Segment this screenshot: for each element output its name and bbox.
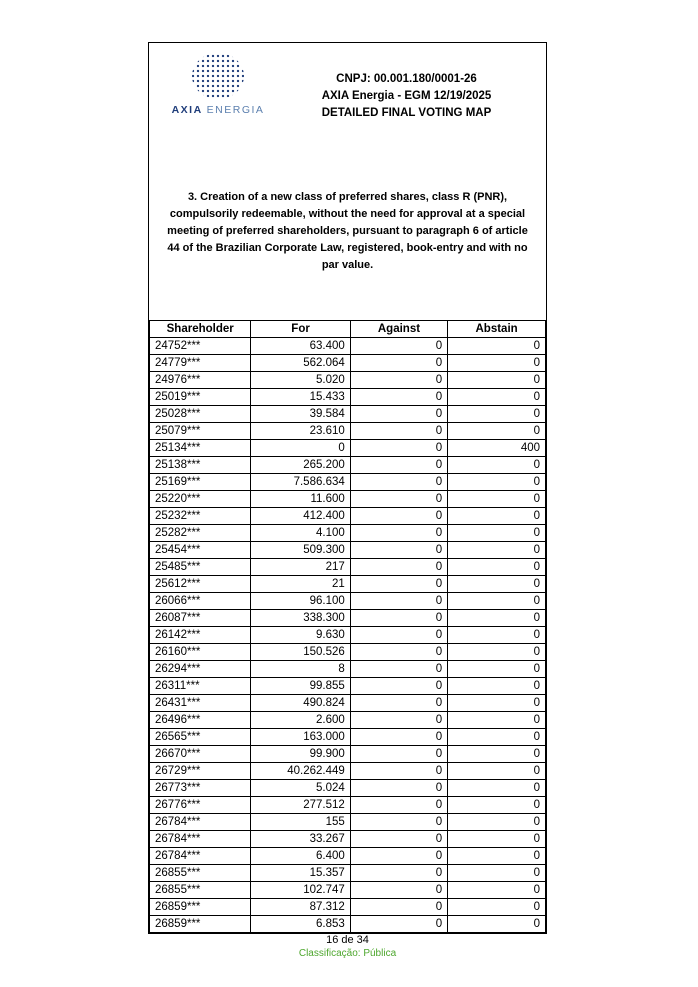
shareholder-cell: 26066***: [150, 593, 251, 610]
col-header-abstain: Abstain: [448, 321, 546, 338]
shareholder-cell: 26670***: [150, 746, 251, 763]
agenda-item-text: 3. Creation of a new class of preferred shares, class R (PNR), compulsorily redeemable, without the need for approval at a special meeting of preferred shareholders, pursuant to paragraph 6 of article 44 of the Brazilian Corporate Law, registered, book-entry and with no par value.: [167, 191, 528, 271]
col-header-shareholder: Shareholder: [150, 321, 251, 338]
vote-value-cell: 0: [448, 814, 546, 831]
table-row: [150, 491, 546, 508]
page-footer: [148, 934, 547, 959]
table-row: [150, 644, 546, 661]
table-row: [150, 729, 546, 746]
vote-value-cell: 0: [350, 780, 447, 797]
voting-table: [149, 320, 546, 933]
vote-value-cell: 412.400: [251, 508, 350, 525]
vote-value-cell: 0: [448, 627, 546, 644]
vote-value-cell: 0: [350, 746, 447, 763]
vote-value-cell: 0: [448, 457, 546, 474]
table-row: [150, 780, 546, 797]
vote-value-cell: 11.600: [251, 491, 350, 508]
voting-table-body: [150, 338, 546, 933]
vote-value-cell: 99.900: [251, 746, 350, 763]
table-row: [150, 440, 546, 457]
vote-value-cell: 4.100: [251, 525, 350, 542]
vote-value-cell: 15.433: [251, 389, 350, 406]
shareholder-cell: 26773***: [150, 780, 251, 797]
document-header: [149, 43, 546, 131]
vote-value-cell: 0: [350, 457, 447, 474]
vote-value-cell: 0: [448, 865, 546, 882]
shareholder-cell: 26859***: [150, 916, 251, 933]
vote-value-cell: 0: [350, 916, 447, 933]
shareholder-cell: 26565***: [150, 729, 251, 746]
vote-value-cell: 163.000: [251, 729, 350, 746]
table-row: [150, 576, 546, 593]
col-header-for: For: [251, 321, 350, 338]
vote-value-cell: 0: [448, 848, 546, 865]
page-number: 16 de 34: [326, 934, 369, 946]
vote-value-cell: 562.064: [251, 355, 350, 372]
table-header-row: [150, 321, 546, 338]
vote-value-cell: 5.024: [251, 780, 350, 797]
vote-value-cell: 400: [448, 440, 546, 457]
vote-value-cell: 0: [448, 644, 546, 661]
table-row: [150, 423, 546, 440]
vote-value-cell: 0: [448, 831, 546, 848]
shareholder-cell: 25282***: [150, 525, 251, 542]
vote-value-cell: 0: [448, 678, 546, 695]
vote-value-cell: 0: [448, 559, 546, 576]
vote-value-cell: 0: [448, 729, 546, 746]
shareholder-cell: 25138***: [150, 457, 251, 474]
table-row: [150, 865, 546, 882]
vote-value-cell: 0: [350, 695, 447, 712]
vote-value-cell: 217: [251, 559, 350, 576]
table-row: [150, 559, 546, 576]
shareholder-cell: 26855***: [150, 865, 251, 882]
shareholder-cell: 26784***: [150, 814, 251, 831]
shareholder-cell: 26859***: [150, 899, 251, 916]
shareholder-cell: 24752***: [150, 338, 251, 355]
shareholder-cell: 25079***: [150, 423, 251, 440]
vote-value-cell: 0: [350, 797, 447, 814]
vote-value-cell: 509.300: [251, 542, 350, 559]
col-header-against: Against: [350, 321, 447, 338]
table-row: [150, 542, 546, 559]
vote-value-cell: 0: [350, 644, 447, 661]
vote-value-cell: 0: [448, 695, 546, 712]
vote-value-cell: 0: [448, 491, 546, 508]
vote-value-cell: 0: [350, 763, 447, 780]
shareholder-cell: 24779***: [150, 355, 251, 372]
vote-value-cell: 0: [350, 508, 447, 525]
shareholder-cell: 25134***: [150, 440, 251, 457]
vote-value-cell: 0: [448, 423, 546, 440]
shareholder-cell: 26160***: [150, 644, 251, 661]
table-row: [150, 372, 546, 389]
table-row: [150, 695, 546, 712]
vote-value-cell: 0: [350, 389, 447, 406]
vote-value-cell: 0: [350, 610, 447, 627]
vote-value-cell: 150.526: [251, 644, 350, 661]
vote-value-cell: 0: [448, 763, 546, 780]
table-row: [150, 746, 546, 763]
classification-label: Classificação: Pública: [298, 948, 397, 959]
vote-value-cell: 0: [448, 712, 546, 729]
table-row: [150, 678, 546, 695]
vote-value-cell: 0: [350, 678, 447, 695]
table-row: [150, 916, 546, 933]
table-row: [150, 712, 546, 729]
table-row: [150, 406, 546, 423]
vote-value-cell: 0: [448, 780, 546, 797]
vote-value-cell: 0: [251, 440, 350, 457]
shareholder-cell: 24976***: [150, 372, 251, 389]
shareholder-cell: 26311***: [150, 678, 251, 695]
shareholder-cell: 26784***: [150, 848, 251, 865]
vote-value-cell: 23.610: [251, 423, 350, 440]
table-row: [150, 848, 546, 865]
table-row: [150, 525, 546, 542]
vote-value-cell: 0: [350, 474, 447, 491]
table-row: [150, 457, 546, 474]
logo-word-axia: AXIA: [171, 104, 203, 116]
vote-value-cell: 0: [448, 797, 546, 814]
vote-value-cell: 277.512: [251, 797, 350, 814]
vote-value-cell: 5.020: [251, 372, 350, 389]
table-row: [150, 627, 546, 644]
vote-value-cell: 6.853: [251, 916, 350, 933]
table-row: [150, 338, 546, 355]
shareholder-cell: 26776***: [150, 797, 251, 814]
axia-globe-icon: [192, 53, 244, 99]
vote-value-cell: 0: [448, 882, 546, 899]
document-page: [148, 42, 547, 934]
table-row: [150, 831, 546, 848]
vote-value-cell: 0: [350, 848, 447, 865]
vote-value-cell: 0: [350, 440, 447, 457]
doc-title: DETAILED FINAL VOTING MAP: [321, 107, 492, 119]
vote-value-cell: 0: [448, 355, 546, 372]
vote-value-cell: 40.262.449: [251, 763, 350, 780]
logo-word-energia: ENERGIA: [206, 104, 265, 116]
vote-value-cell: 0: [350, 627, 447, 644]
axia-logo-text: [172, 104, 265, 116]
shareholder-cell: 25454***: [150, 542, 251, 559]
table-row: [150, 389, 546, 406]
meeting-line: AXIA Energia - EGM 12/19/2025: [321, 90, 492, 102]
vote-value-cell: 0: [448, 542, 546, 559]
table-row: [150, 763, 546, 780]
vote-value-cell: 0: [350, 542, 447, 559]
vote-value-cell: 490.824: [251, 695, 350, 712]
table-row: [150, 797, 546, 814]
vote-value-cell: 0: [448, 593, 546, 610]
axia-logo: [163, 53, 273, 131]
vote-value-cell: 0: [448, 610, 546, 627]
vote-value-cell: 33.267: [251, 831, 350, 848]
shareholder-cell: 25019***: [150, 389, 251, 406]
table-row: [150, 508, 546, 525]
vote-value-cell: 0: [350, 559, 447, 576]
vote-value-cell: 8: [251, 661, 350, 678]
vote-value-cell: 0: [448, 661, 546, 678]
shareholder-cell: 26855***: [150, 882, 251, 899]
vote-value-cell: 0: [350, 882, 447, 899]
vote-value-cell: 0: [448, 508, 546, 525]
vote-value-cell: 0: [350, 372, 447, 389]
vote-value-cell: 96.100: [251, 593, 350, 610]
vote-value-cell: 102.747: [251, 882, 350, 899]
vote-value-cell: 0: [350, 338, 447, 355]
vote-value-cell: 0: [350, 576, 447, 593]
shareholder-cell: 26496***: [150, 712, 251, 729]
vote-value-cell: 0: [350, 406, 447, 423]
vote-value-cell: 7.586.634: [251, 474, 350, 491]
vote-value-cell: 0: [448, 746, 546, 763]
table-row: [150, 814, 546, 831]
vote-value-cell: 99.855: [251, 678, 350, 695]
shareholder-cell: 26294***: [150, 661, 251, 678]
cnpj-line: CNPJ: 00.001.180/0001-26: [336, 73, 477, 85]
vote-value-cell: 0: [448, 899, 546, 916]
shareholder-cell: 26087***: [150, 610, 251, 627]
vote-value-cell: 155: [251, 814, 350, 831]
vote-value-cell: 0: [350, 729, 447, 746]
vote-value-cell: 39.584: [251, 406, 350, 423]
vote-value-cell: 265.200: [251, 457, 350, 474]
shareholder-cell: 25220***: [150, 491, 251, 508]
vote-value-cell: 0: [350, 661, 447, 678]
vote-value-cell: 0: [350, 525, 447, 542]
vote-value-cell: 87.312: [251, 899, 350, 916]
vote-value-cell: 0: [350, 355, 447, 372]
shareholder-cell: 26142***: [150, 627, 251, 644]
table-row: [150, 593, 546, 610]
vote-value-cell: 0: [448, 474, 546, 491]
vote-value-cell: 2.600: [251, 712, 350, 729]
vote-value-cell: 0: [448, 916, 546, 933]
vote-value-cell: 0: [350, 593, 447, 610]
shareholder-cell: 25169***: [150, 474, 251, 491]
vote-value-cell: 0: [448, 338, 546, 355]
vote-value-cell: 0: [350, 899, 447, 916]
shareholder-cell: 26431***: [150, 695, 251, 712]
table-row: [150, 355, 546, 372]
table-row: [150, 474, 546, 491]
vote-value-cell: 0: [448, 372, 546, 389]
table-row: [150, 882, 546, 899]
vote-value-cell: 0: [350, 712, 447, 729]
vote-value-cell: 0: [350, 423, 447, 440]
vote-value-cell: 0: [350, 865, 447, 882]
table-row: [150, 899, 546, 916]
shareholder-cell: 26729***: [150, 763, 251, 780]
vote-value-cell: 21: [251, 576, 350, 593]
vote-value-cell: 338.300: [251, 610, 350, 627]
vote-value-cell: 0: [448, 406, 546, 423]
vote-value-cell: 63.400: [251, 338, 350, 355]
table-row: [150, 661, 546, 678]
shareholder-cell: 25612***: [150, 576, 251, 593]
vote-value-cell: 15.357: [251, 865, 350, 882]
shareholder-cell: 26784***: [150, 831, 251, 848]
vote-value-cell: 0: [448, 389, 546, 406]
vote-value-cell: 0: [350, 831, 447, 848]
vote-value-cell: 9.630: [251, 627, 350, 644]
vote-value-cell: 0: [350, 491, 447, 508]
vote-value-cell: 0: [448, 576, 546, 593]
header-titles: [273, 53, 546, 131]
table-row: [150, 610, 546, 627]
vote-value-cell: 6.400: [251, 848, 350, 865]
shareholder-cell: 25485***: [150, 559, 251, 576]
shareholder-cell: 25232***: [150, 508, 251, 525]
vote-value-cell: 0: [448, 525, 546, 542]
vote-value-cell: 0: [350, 814, 447, 831]
shareholder-cell: 25028***: [150, 406, 251, 423]
